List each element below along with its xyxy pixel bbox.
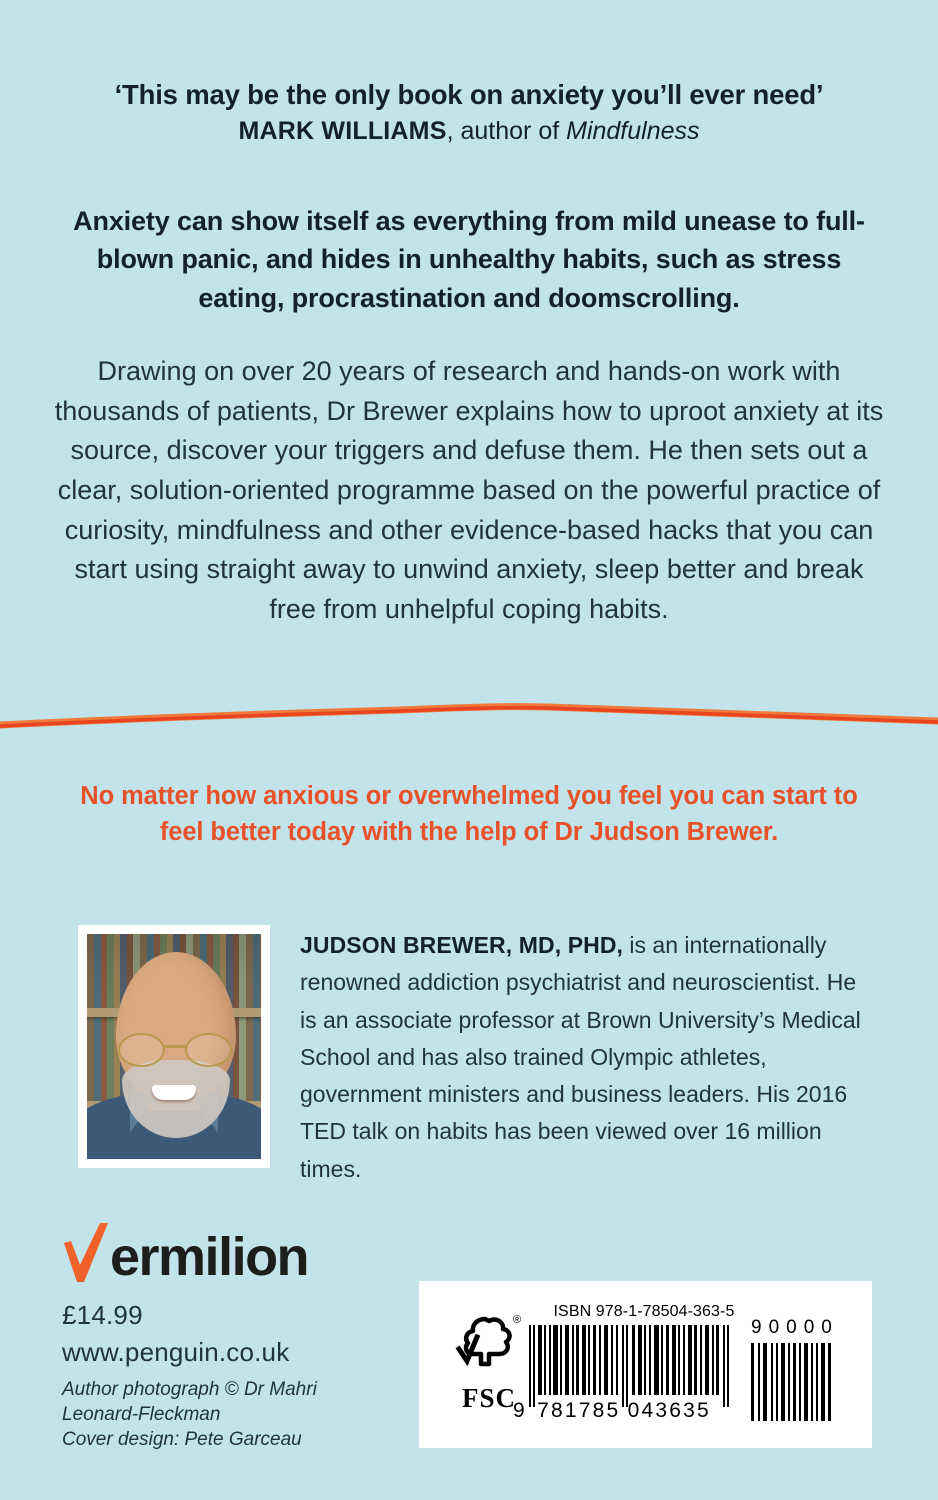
- publisher-logo: [60, 1221, 309, 1288]
- endorsement-quote: ‘This may be the only book on anxiety you’ll ever need’: [114, 79, 824, 110]
- endorsement-source-rest: , author of: [446, 117, 567, 145]
- publisher-website: www.penguin.co.uk: [62, 1337, 290, 1367]
- endorsement-source: [50, 116, 888, 146]
- endorsement-source-work: Mindfulness: [566, 117, 700, 145]
- endorsement-source-name: MARK WILLIAMS: [238, 117, 447, 145]
- isbn-text: ISBN 978-1-78504-363-5: [553, 1303, 735, 1320]
- glasses-lens-left: [118, 1033, 165, 1067]
- photo-credit: Author photograph © Dr Mahri Leonard-Fleckman: [62, 1379, 317, 1426]
- author-portrait-image: [87, 934, 261, 1159]
- ean-group-left: 781785: [537, 1399, 621, 1422]
- author-name: JUDSON BREWER, MD, PHD,: [300, 932, 624, 958]
- author-bio-text: is an internationally renowned addiction psychiatrist and neuroscientist. He is an associate professor at Brown University’s Medical School and has also trained Olympic athletes, government ministers and business leaders. His 2016 TED talk on habits has been viewed over 16 million times.: [300, 932, 861, 1182]
- ean-addon-digits: 90000: [751, 1317, 839, 1338]
- ean-barcode: [527, 1325, 733, 1407]
- ean-digits: [513, 1399, 743, 1423]
- price: £14.99: [62, 1300, 143, 1330]
- portrait-glasses: [116, 1033, 234, 1063]
- portrait-smile: [152, 1085, 196, 1100]
- blurb-bold: Anxiety can show itself as everything from mild unease to full-blown panic, and hides in unhealthy habits, such as stress eating, procrastination and doomscrolling.: [73, 206, 865, 313]
- callout-text: No matter how anxious or overwhelmed you feel you can start to feel better today with the help of Dr Judson Brewer.: [80, 782, 858, 847]
- ean-lead-digit: 9: [513, 1399, 527, 1422]
- fsc-label: FSC: [461, 1383, 516, 1413]
- author-bio: [300, 927, 866, 1188]
- cover-design-credit: Cover design: Pete Garceau: [62, 1429, 302, 1450]
- publisher-logo-word: ermilion: [110, 1227, 309, 1288]
- barcode-panel: [419, 1281, 872, 1448]
- glasses-lens-right: [185, 1033, 232, 1067]
- ean-group-right: 043635: [627, 1399, 711, 1422]
- glasses-bridge: [163, 1045, 187, 1048]
- orange-wave-divider: [0, 686, 938, 746]
- blurb-body: Drawing on over 20 years of research and hands-on work with thousands of patients, Dr Brewer explains how to uproot anxiety at its source, discover your triggers and defuse them. He then sets out a clear, solution-oriented programme based on the powerful practice of curiosity, mindfulness and other evidence-based hacks that you can start using straight away to unwind anxiety, sleep better and break free from unhelpful coping habits.: [54, 356, 884, 625]
- ean-addon: [749, 1317, 845, 1421]
- vermilion-check-icon: [60, 1221, 112, 1283]
- svg-text:®: ®: [513, 1314, 522, 1326]
- author-photo: [78, 925, 270, 1168]
- endorsement-block: [50, 78, 888, 146]
